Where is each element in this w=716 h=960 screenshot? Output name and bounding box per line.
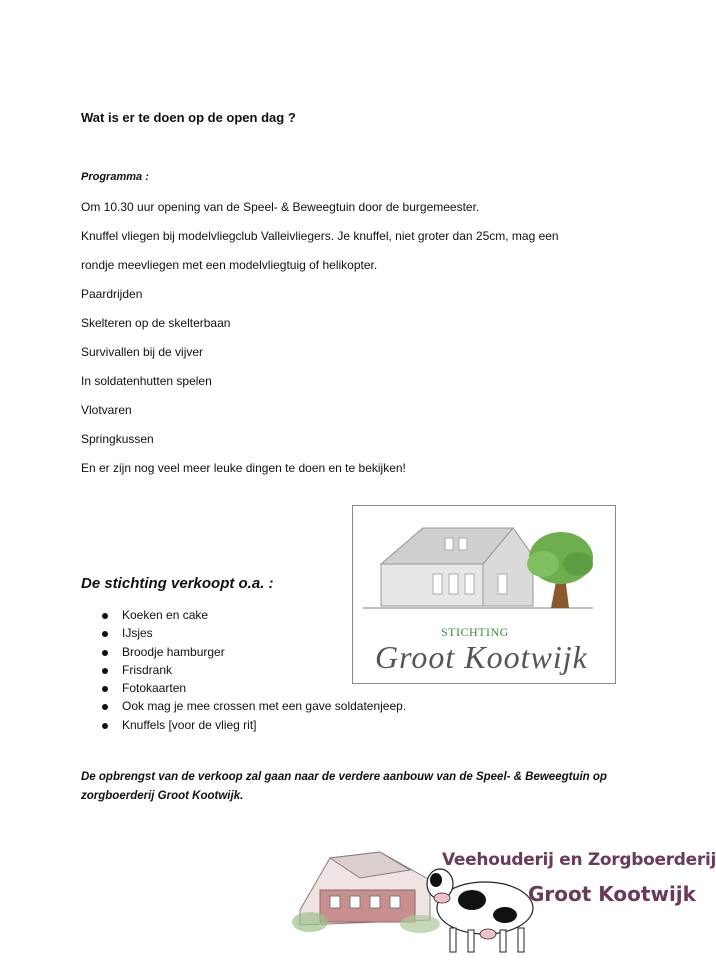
programma-label: Programma : — [81, 171, 149, 183]
closing-text: De opbrengst van de verkoop zal gaan naar de verdere aanbouw van de Speel- & Beweegtuin op zorgboerderij Groot Kootwijk. — [81, 771, 607, 802]
list-item: Knuffels [voor de vlieg rit] — [81, 718, 406, 736]
programma-item: Om 10.30 uur opening van de Speel- & Beweegtuin door de burgemeester. — [81, 200, 480, 214]
footer-line1-text: Veehouderij en Zorgboerderij — [442, 850, 716, 870]
logo-stichting-text: STICHTING — [441, 625, 509, 639]
verkoop-list — [81, 608, 406, 736]
footer-logo — [290, 840, 716, 958]
bullet-icon — [102, 631, 108, 637]
programma-item: Knuffel vliegen bij modelvliegclub Valleivliegers. Je knuffel, niet groter dan 25cm, mag een — [81, 229, 559, 243]
bullet-icon — [102, 686, 108, 692]
bullet-icon — [102, 723, 108, 729]
logo-name-text: Groot Kootwijk — [375, 639, 588, 675]
list-item: Frisdrank — [81, 663, 406, 681]
bullet-icon — [102, 668, 108, 674]
bullet-icon — [102, 650, 108, 656]
list-item: IJsjes — [81, 626, 406, 644]
verkoop-heading: De stichting verkoopt o.a. : — [81, 575, 274, 592]
list-item: Koeken en cake — [81, 608, 406, 626]
programma-item: Survivallen bij de vijver — [81, 345, 204, 359]
programma-item: In soldatenhutten spelen — [81, 374, 212, 388]
bullet-icon — [102, 613, 108, 619]
programma-item: Skelteren op de skelterbaan — [81, 316, 231, 330]
programma-item: Paardrijden — [81, 287, 143, 301]
list-item: Fotokaarten — [81, 681, 406, 699]
programma-item: En er zijn nog veel meer leuke dingen te doen en te bekijken! — [81, 461, 406, 475]
page-heading: Wat is er te doen op de open dag ? — [81, 110, 296, 125]
programma-item: rondje meevliegen met een modelvliegtuig of helikopter. — [81, 258, 378, 272]
list-item: Ook mag je mee crossen met een gave soldatenjeep. — [81, 699, 406, 717]
footer-line2-text: Groot Kootwijk — [528, 882, 696, 906]
bullet-icon — [102, 704, 108, 710]
programma-item: Springkussen — [81, 432, 154, 446]
list-item: Broodje hamburger — [81, 645, 406, 663]
programma-item: Vlotvaren — [81, 403, 132, 417]
